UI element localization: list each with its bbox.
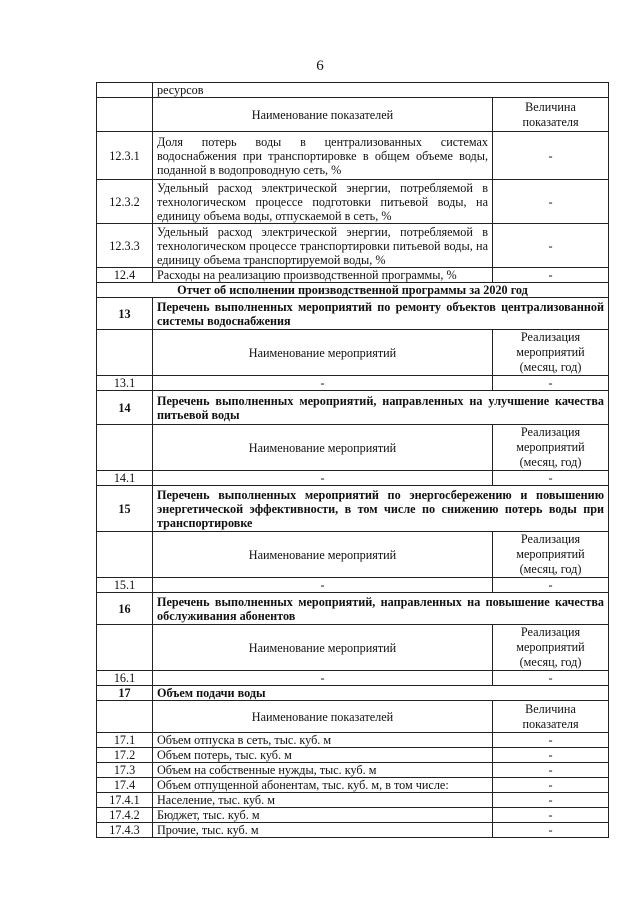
table-row <box>97 778 609 793</box>
row-number: 12.4 <box>97 268 153 283</box>
measure-text: - <box>153 578 493 593</box>
measure-impl-header: Реализация мероприятий (месяц, год) <box>493 330 609 376</box>
page-number: 6 <box>316 58 324 74</box>
table-row <box>97 471 609 486</box>
measure-text: - <box>153 376 493 391</box>
measure-impl: - <box>493 671 609 686</box>
table-header-row <box>97 701 609 733</box>
row-number: 16.1 <box>97 671 153 686</box>
measure-impl: - <box>493 376 609 391</box>
indicator-text: Объем отпущенной абонентам, тыс. куб. м, в том числе: <box>153 778 493 793</box>
section-title: Перечень выполненных мероприятий, направленных на повышение качества обслуживания абонентов <box>153 593 609 625</box>
indicator-value: - <box>493 808 609 823</box>
indicator-value-header: Величина показателя <box>493 701 609 733</box>
table-row <box>97 671 609 686</box>
row-number: 12.3.3 <box>97 224 153 268</box>
indicator-name-header: Наименование показателей <box>153 701 493 733</box>
section-number: 16 <box>97 593 153 625</box>
indicator-text: Удельный расход электрической энергии, потребляемой в технологическом процессе транспортировки питьевой воды, на единицу объема транспортируемой воды, % <box>153 224 493 268</box>
section-title: Перечень выполненных мероприятий по энергосбережению и повышению энергетической эффективности, в том числе по снижению потерь воды при транспортировке <box>153 486 609 532</box>
table-header-row <box>97 98 609 132</box>
table-cell <box>97 98 153 132</box>
table-row <box>97 808 609 823</box>
table-row <box>97 763 609 778</box>
table-cell <box>97 83 153 98</box>
table-row <box>97 823 609 838</box>
table-row <box>97 578 609 593</box>
indicator-text: Бюджет, тыс. куб. м <box>153 808 493 823</box>
row-number: 12.3.2 <box>97 180 153 224</box>
measure-impl: - <box>493 471 609 486</box>
section-number: 17 <box>97 686 153 701</box>
table-row <box>97 83 609 98</box>
row-number: 12.3.1 <box>97 132 153 180</box>
indicator-value-header: Величина показателя <box>493 98 609 132</box>
report-title: Отчет об исполнении производственной программы за 2020 год <box>97 283 609 298</box>
table-row <box>97 132 609 180</box>
table-cell <box>97 625 153 671</box>
table-row <box>97 748 609 763</box>
table-cell <box>97 330 153 376</box>
section-row <box>97 391 609 425</box>
row-number: 17.4.2 <box>97 808 153 823</box>
row-number: 17.4 <box>97 778 153 793</box>
section-row <box>97 298 609 330</box>
row-number: 13.1 <box>97 376 153 391</box>
indicator-value: - <box>493 733 609 748</box>
section-number: 13 <box>97 298 153 330</box>
measure-name-header: Наименование мероприятий <box>153 625 493 671</box>
table-header-row <box>97 330 609 376</box>
indicator-text: Удельный расход электрической энергии, потребляемой в технологическом процессе подготовки питьевой воды, на единицу объема воды, отпускаемой в сеть, % <box>153 180 493 224</box>
section-title: Перечень выполненных мероприятий, направленных на улучшение качества питьевой воды <box>153 391 609 425</box>
row-number: 17.3 <box>97 763 153 778</box>
table-header-row <box>97 532 609 578</box>
indicator-value: - <box>493 823 609 838</box>
table-header-row <box>97 425 609 471</box>
measure-impl-header: Реализация мероприятий (месяц, год) <box>493 532 609 578</box>
table-row <box>97 180 609 224</box>
measure-impl-header: Реализация мероприятий (месяц, год) <box>493 425 609 471</box>
measure-impl: - <box>493 578 609 593</box>
indicator-value: - <box>493 748 609 763</box>
indicator-text: Объем потерь, тыс. куб. м <box>153 748 493 763</box>
indicator-name-header: Наименование показателей <box>153 98 493 132</box>
indicator-text: Расходы на реализацию производственной программы, % <box>153 268 493 283</box>
indicator-value: - <box>493 778 609 793</box>
indicator-text: Прочие, тыс. куб. м <box>153 823 493 838</box>
section-title: Перечень выполненных мероприятий по ремонту объектов централизованной системы водоснабжения <box>153 298 609 330</box>
row-number: 14.1 <box>97 471 153 486</box>
row-number: 17.4.3 <box>97 823 153 838</box>
report-title-row <box>97 283 609 298</box>
row-number: 15.1 <box>97 578 153 593</box>
indicator-value: - <box>493 763 609 778</box>
measure-text: - <box>153 471 493 486</box>
row-number: 17.1 <box>97 733 153 748</box>
measure-name-header: Наименование мероприятий <box>153 330 493 376</box>
table-row <box>97 733 609 748</box>
row-number: 17.4.1 <box>97 793 153 808</box>
indicator-value: - <box>493 224 609 268</box>
section-title: Объем подачи воды <box>153 686 609 701</box>
indicator-text: Объем на собственные нужды, тыс. куб. м <box>153 763 493 778</box>
program-table <box>96 82 609 838</box>
indicator-text: Объем отпуска в сеть, тыс. куб. м <box>153 733 493 748</box>
indicator-text: Население, тыс. куб. м <box>153 793 493 808</box>
section-row <box>97 686 609 701</box>
indicator-value: - <box>493 793 609 808</box>
table-row <box>97 224 609 268</box>
section-row <box>97 486 609 532</box>
table-row <box>97 376 609 391</box>
section-number: 15 <box>97 486 153 532</box>
table-cell <box>97 425 153 471</box>
top-fragment-text: ресурсов <box>153 83 609 98</box>
section-number: 14 <box>97 391 153 425</box>
measure-impl-header: Реализация мероприятий (месяц, год) <box>493 625 609 671</box>
indicator-value: - <box>493 180 609 224</box>
measure-name-header: Наименование мероприятий <box>153 532 493 578</box>
measure-name-header: Наименование мероприятий <box>153 425 493 471</box>
indicator-text: Доля потерь воды в централизованных системах водоснабжения при транспортировке в общем объеме воды, поданной в водопроводную сеть, % <box>153 132 493 180</box>
row-number: 17.2 <box>97 748 153 763</box>
indicator-value: - <box>493 268 609 283</box>
table-row <box>97 793 609 808</box>
measure-text: - <box>153 671 493 686</box>
table-header-row <box>97 625 609 671</box>
table-cell <box>97 701 153 733</box>
table-row <box>97 268 609 283</box>
table-cell <box>97 532 153 578</box>
section-row <box>97 593 609 625</box>
indicator-value: - <box>493 132 609 180</box>
